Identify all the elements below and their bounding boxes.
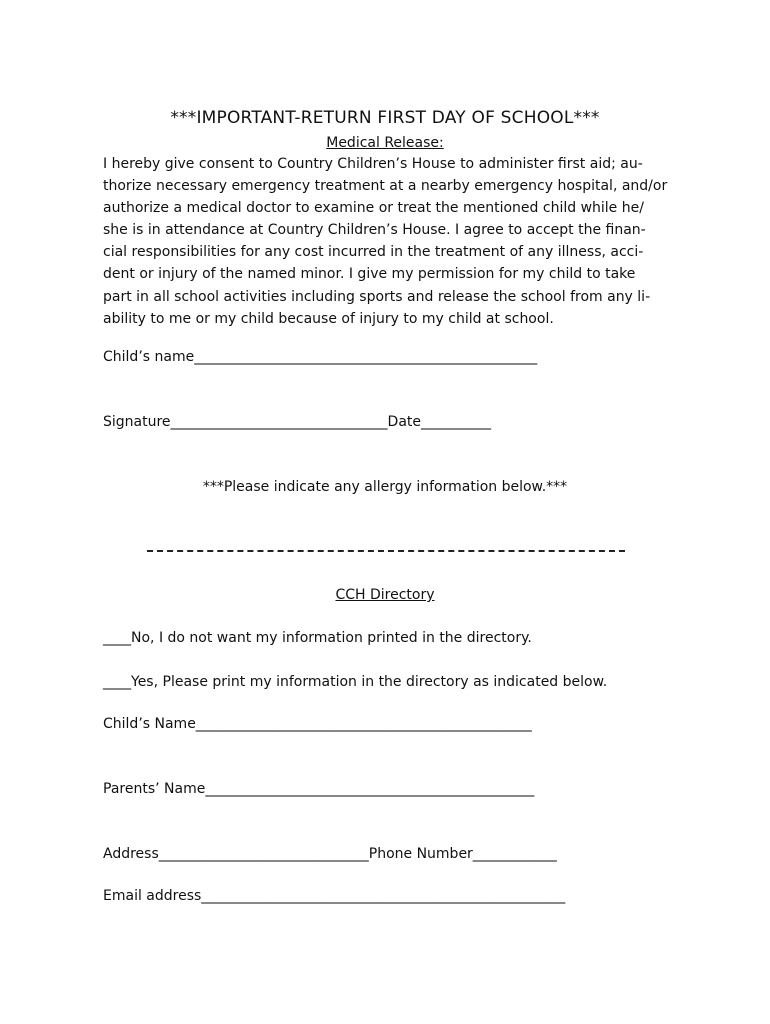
childs-name-field[interactable]: Child’s name_________________________________________________ [103,349,538,365]
consent-line: she is in attendance at Country Children’s House. I agree to accept the finan- [103,222,646,239]
allergy-info-line[interactable] [147,550,625,552]
consent-line: I hereby give consent to Country Children’s House to administer first aid; au- [103,156,643,172]
consent-line: thorize necessary emergency treatment at a nearby emergency hospital, and/or [103,178,668,195]
consent-line: dent or injury of the named minor. I give my permission for my child to take [103,266,636,283]
signature-date-field[interactable]: Signature_______________________________Date__________ [103,414,492,430]
form-title: ***IMPORTANT-RETURN FIRST DAY OF SCHOOL*** [170,108,600,128]
consent-line: cial responsibilities for any cost incurred in the treatment of any illness, acci- [103,244,644,261]
consent-paragraph [103,153,683,330]
consent-line: part in all school activities including sports and release the school from any li- [103,288,651,305]
medical-release-heading: Medical Release: [326,135,444,151]
email-address-field[interactable]: Email address____________________________________________________ [103,888,566,904]
directory-opt-in-option[interactable]: ____Yes, Please print my information in the directory as indicated below. [103,674,608,690]
allergy-prompt: ***Please indicate any allergy information below.*** [202,479,568,495]
directory-opt-out-option[interactable]: ____No, I do not want my information printed in the directory. [103,630,532,646]
consent-line: authorize a medical doctor to examine or treat the mentioned child while he/ [103,200,644,217]
address-phone-field[interactable]: Address______________________________Phone Number____________ [103,846,557,862]
directory-heading: CCH Directory [335,587,435,603]
parents-name-field[interactable]: Parents’ Name_______________________________________________ [103,781,535,797]
consent-line: ability to me or my child because of injury to my child at school. [103,310,554,327]
directory-childs-name-field[interactable]: Child’s Name________________________________________________ [103,716,532,732]
